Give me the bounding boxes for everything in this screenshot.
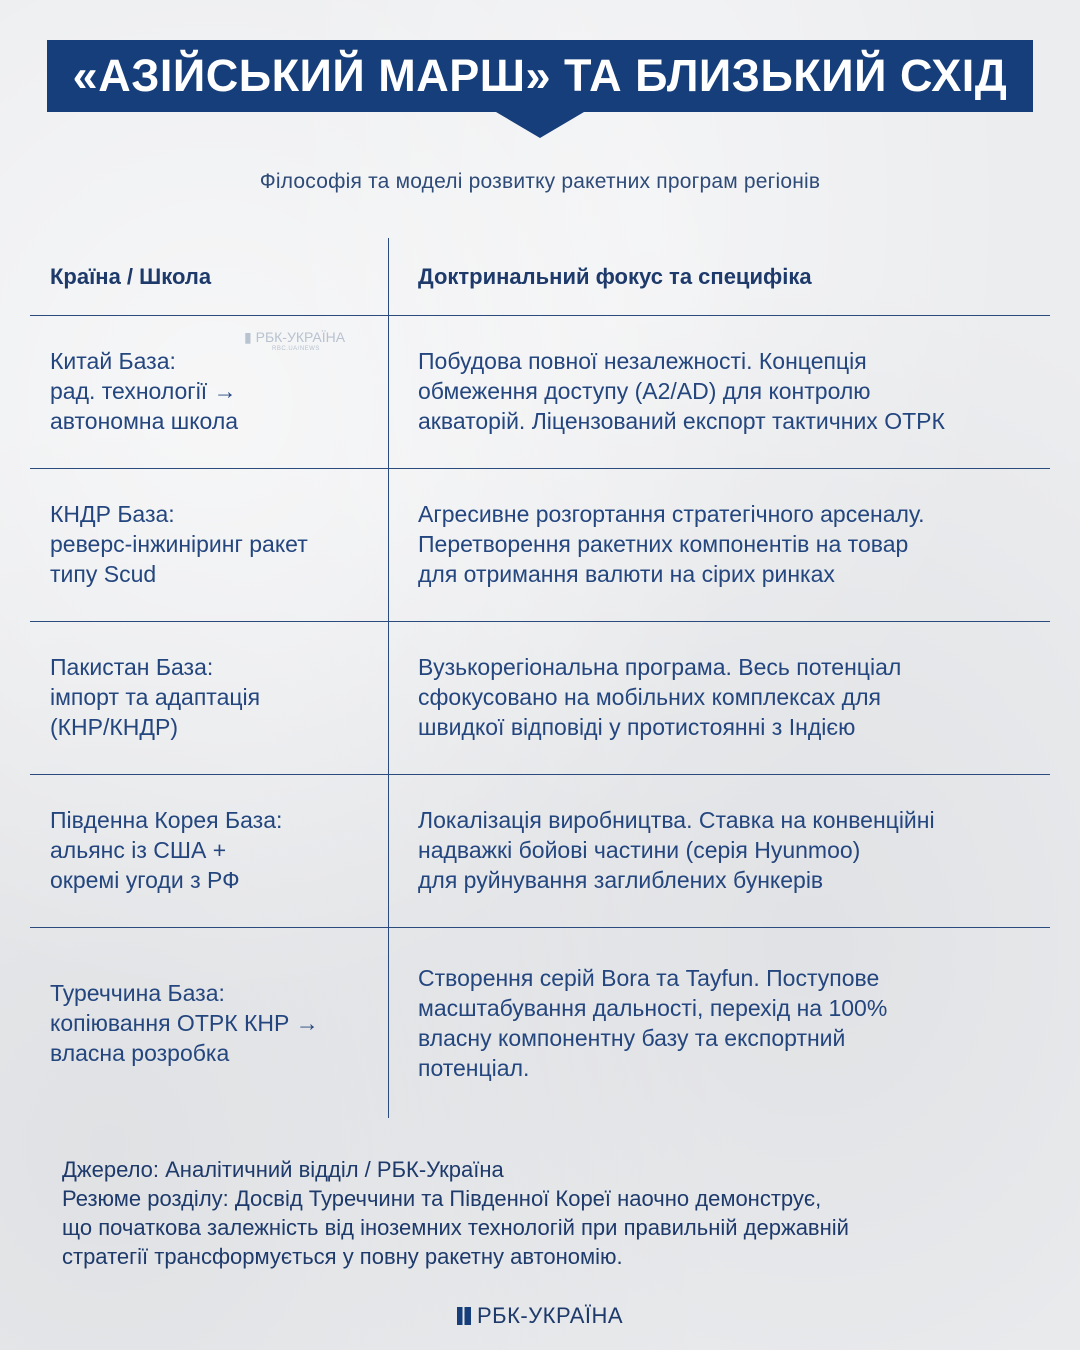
- cell-line: власна розробка: [50, 1040, 230, 1066]
- cell-line: альянс із США +: [50, 837, 227, 863]
- watermark-sub: RBC.UA/NEWS: [272, 346, 320, 352]
- table-row-country: [50, 499, 380, 589]
- footer-summary-line: Резюме розділу: Досвід Туреччини та Південної Кореї наочно демонструє,: [62, 1186, 822, 1211]
- footer-summary-line: стратегії трансформується у повну ракетну автономію.: [62, 1244, 623, 1269]
- cell-line: потенціал.: [418, 1055, 530, 1081]
- cell-line: реверс-інжиніринг ракет: [50, 531, 308, 557]
- row-divider: [30, 468, 1050, 469]
- brand-name: РБК-УКРАЇНА: [476, 1303, 624, 1328]
- cell-line: власну компонентну базу та експортний: [418, 1025, 846, 1051]
- table-row-focus: [418, 963, 1043, 1083]
- cell-line: автономна школа: [50, 408, 239, 434]
- column-header-country: Країна / Школа: [50, 264, 212, 289]
- cell-line: (КНР/КНДР): [50, 714, 178, 740]
- cell-line: КНДР База:: [50, 501, 175, 527]
- cell-line: Китай База:: [50, 348, 176, 374]
- comparison-table: [30, 238, 1050, 1118]
- row-divider: [30, 621, 1050, 622]
- page-subtitle: Філософія та моделі розвитку ракетних програм регіонів: [259, 170, 821, 193]
- row-divider: [30, 315, 1050, 316]
- cell-line: масштабування дальності, перехід на 100%: [418, 995, 888, 1021]
- cell-line: Пакистан База:: [50, 654, 214, 680]
- table-row-focus: [418, 652, 1043, 742]
- cell-line: швидкої відповіді у протистоянні з Індією: [418, 714, 856, 740]
- cell-line: Туреччина База:: [50, 980, 225, 1006]
- cell-line: типу Scud: [50, 561, 157, 587]
- rbc-logo-icon: [457, 1307, 471, 1325]
- cell-line: Агресивне розгортання стратегічного арсеналу.: [418, 501, 925, 527]
- column-divider: [388, 238, 389, 1118]
- rbc-logo-icon: ▮: [244, 329, 252, 345]
- cell-line: обмеження доступу (A2/AD) для контролю: [418, 378, 871, 404]
- cell-line: Побудова повної незалежності. Концепція: [418, 348, 867, 374]
- row-divider: [30, 774, 1050, 775]
- table-row-focus: [418, 499, 1043, 589]
- table-row-country: [50, 346, 380, 436]
- cell-line: сфокусовано на мобільних комплексах для: [418, 684, 881, 710]
- cell-line: Вузькорегіональна програма. Весь потенціал: [418, 654, 902, 680]
- cell-line: Локалізація виробництва. Ставка на конвенційні: [418, 807, 935, 833]
- table-row-country: [50, 978, 380, 1068]
- cell-line: копіювання ОТРК КНР →: [50, 1010, 319, 1036]
- cell-line: акваторій. Ліцензований експорт тактичних ОТРК: [418, 408, 945, 434]
- cell-line: Перетворення ракетних компонентів на товар: [418, 531, 909, 557]
- cell-line: окремі угоди з РФ: [50, 867, 240, 893]
- table-row-country: [50, 652, 380, 742]
- table-row-focus: [418, 805, 1043, 895]
- page-title: «АЗІЙСЬКИЙ МАРШ» ТА БЛИЗЬКИЙ СХІД: [72, 50, 1008, 101]
- watermark-logo: ▮ РБК-УКРАЇНА: [244, 329, 346, 345]
- cell-line: надважкі бойові частини (серія Hyunmoo): [418, 837, 861, 863]
- cell-line: рад. технології →: [50, 378, 237, 404]
- table-row-country: [50, 805, 380, 895]
- footer-summary-line: що початкова залежність від іноземних технологій при правильній державній: [62, 1215, 849, 1240]
- cell-line: для руйнування заглиблених бункерів: [418, 867, 824, 893]
- cell-line: Створення серій Bora та Tayfun. Поступове: [418, 965, 880, 991]
- footer-note: [62, 1155, 1042, 1271]
- cell-line: Південна Корея База:: [50, 807, 283, 833]
- title-banner: [47, 40, 1033, 112]
- footer-source: Джерело: Аналітичний відділ / РБК-Україна: [62, 1157, 504, 1182]
- column-header-focus: Доктринальний фокус та специфіка: [418, 264, 812, 289]
- table-row-focus: [418, 346, 1043, 436]
- cell-line: імпорт та адаптація: [50, 684, 261, 710]
- cell-line: для отримання валюти на сірих ринках: [418, 561, 835, 587]
- brand-logo: [0, 1303, 1080, 1329]
- row-divider: [30, 927, 1050, 928]
